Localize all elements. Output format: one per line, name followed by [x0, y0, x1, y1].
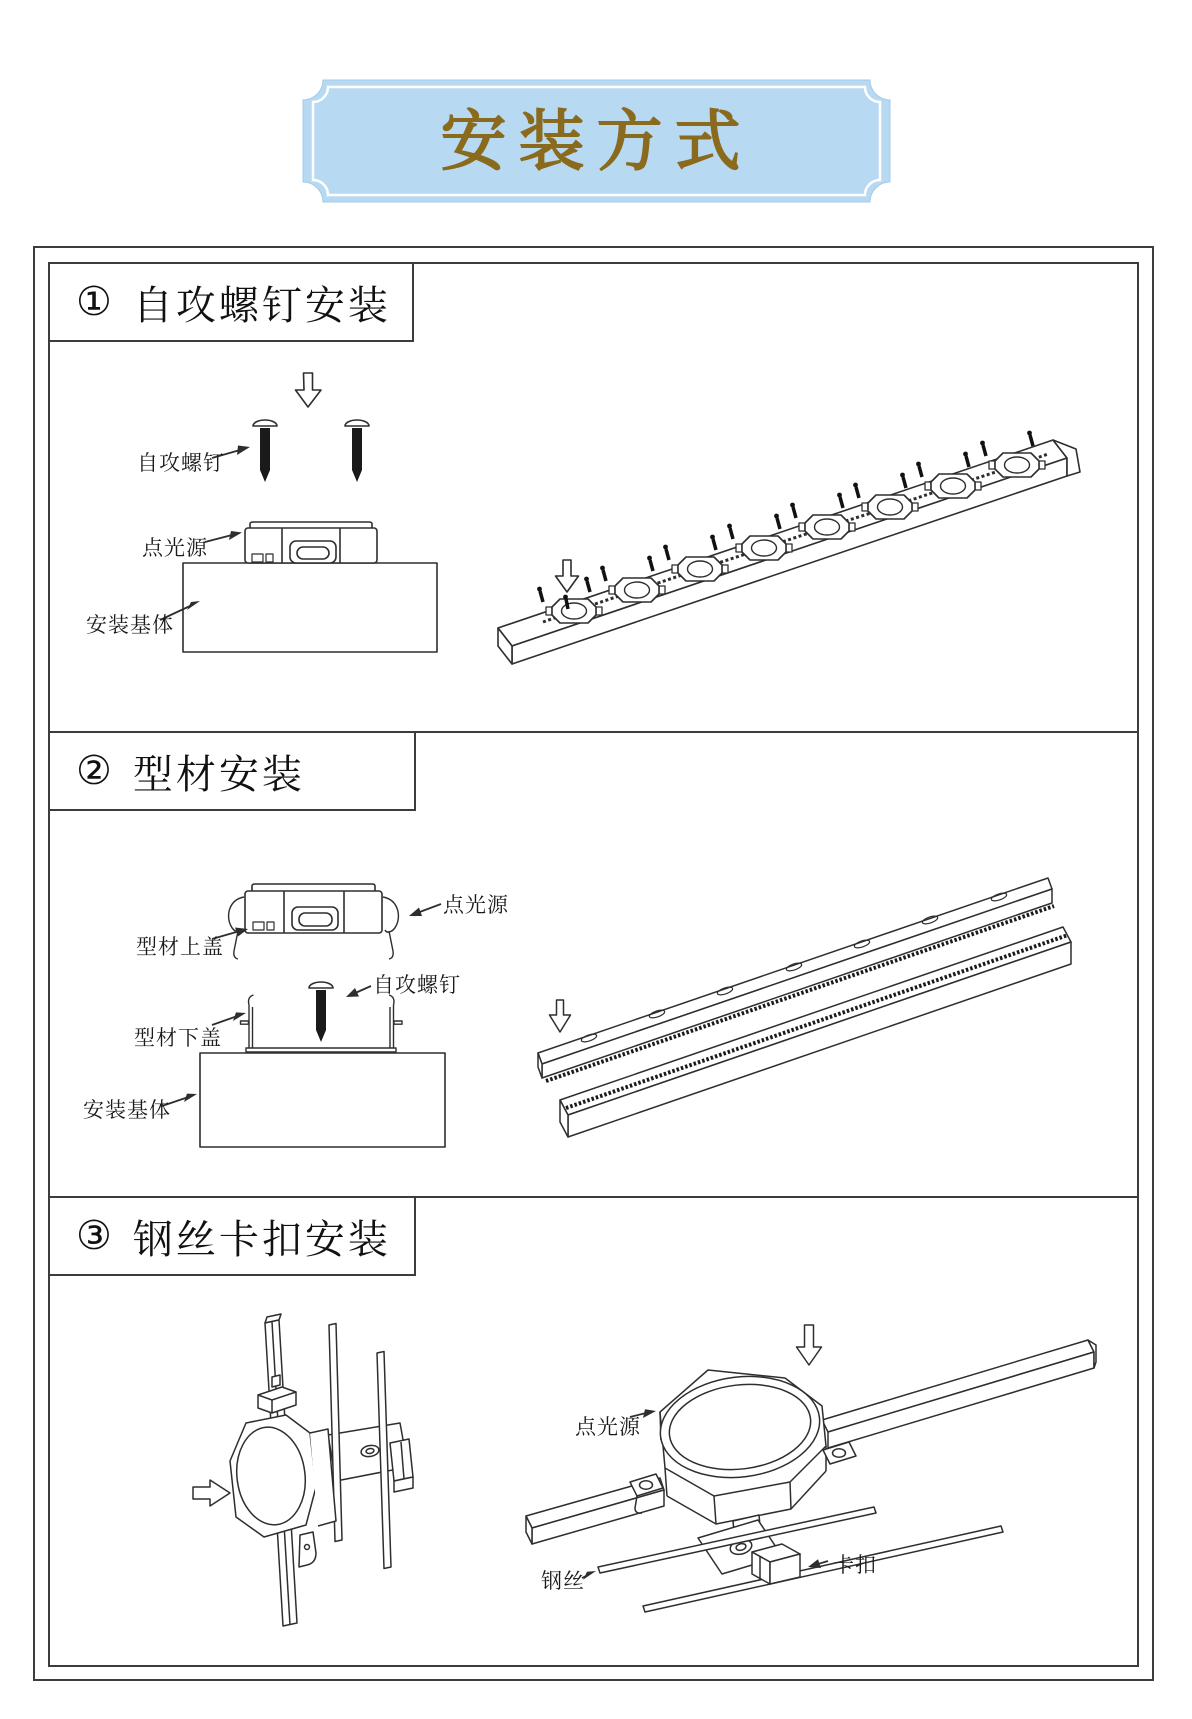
diagram-wire-buckle-left	[150, 1295, 500, 1690]
label-steel-wire: 钢丝	[541, 1570, 585, 1593]
section2-header	[50, 733, 416, 811]
octagon-module-drawing	[230, 1415, 336, 1537]
light-module-drawing	[245, 522, 377, 563]
label-self-tapping-screw: 自攻螺钉	[373, 974, 461, 997]
buckle-clip-drawing	[390, 1439, 413, 1492]
section2-title: 型材安装	[132, 752, 305, 797]
label-self-tapping-screw: 自攻螺钉	[137, 452, 225, 475]
bottom-hook-drawing	[299, 1532, 316, 1567]
mounting-base-drawing	[200, 1053, 445, 1147]
down-arrow-icon	[797, 1325, 822, 1365]
right-rail-drawing	[822, 1340, 1096, 1448]
label-mounting-base: 安装基体	[83, 1099, 171, 1122]
steel-wire-drawing	[643, 1526, 1003, 1612]
diagram-wire-buckle-right	[490, 1300, 1130, 1650]
diagram-profile-install-rails	[488, 862, 1073, 1157]
section1-header	[50, 264, 414, 342]
down-arrow-icon	[296, 373, 322, 407]
mounting-base-drawing	[183, 563, 437, 652]
section3-header	[50, 1198, 416, 1276]
down-arrow-icon	[556, 560, 579, 592]
buckle-clip-drawing	[752, 1544, 800, 1584]
label-point-light-source: 点光源	[575, 1416, 641, 1439]
label-point-light-source: 点光源	[443, 894, 509, 917]
screw-drawing	[309, 982, 333, 1042]
label-point-light-source: 点光源	[142, 537, 208, 560]
diagram-screw-install-strip	[488, 375, 1098, 667]
label-mounting-base: 安装基体	[86, 614, 174, 637]
down-arrow-icon	[550, 1000, 571, 1032]
label-profile-bottom-cover: 型材下盖	[134, 1027, 222, 1050]
screw-drawing	[253, 420, 369, 482]
section1-title: 自攻螺钉安装	[132, 283, 391, 328]
label-profile-top-cover: 型材上盖	[136, 936, 224, 959]
label-buckle: 卡扣	[833, 1554, 877, 1577]
section3-number: ③	[76, 1214, 115, 1258]
page-title: 安装方式	[440, 106, 753, 179]
section2-number: ②	[76, 749, 115, 793]
top-bracket-drawing	[258, 1375, 296, 1413]
light-module-with-top-cover-drawing	[229, 884, 399, 959]
module-row	[537, 431, 1045, 623]
octagon-module-drawing	[655, 1368, 826, 1524]
section1-number: ①	[76, 280, 115, 324]
section3-title: 钢丝卡扣安装	[132, 1217, 391, 1262]
right-arrow-icon	[193, 1480, 230, 1506]
